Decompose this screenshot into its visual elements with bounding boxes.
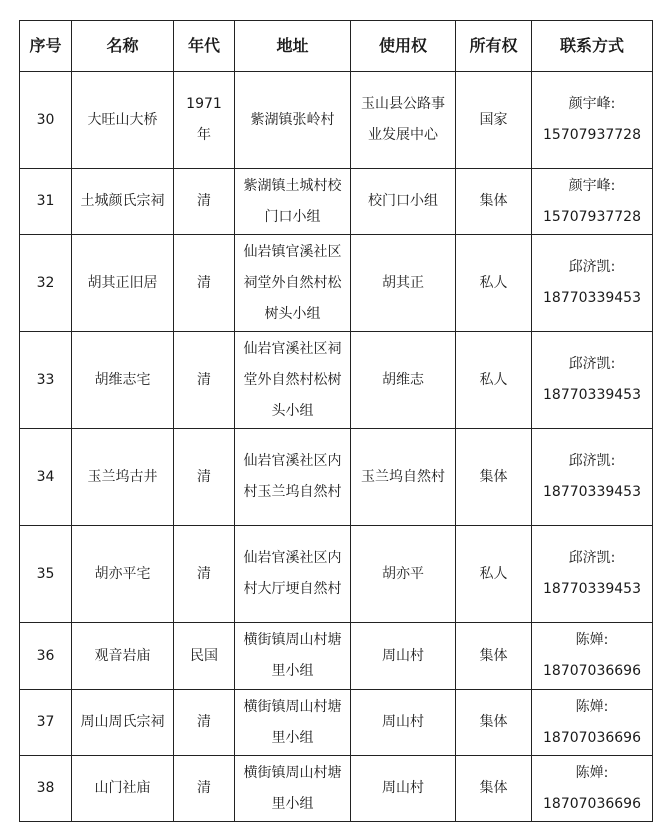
cell-ownership: 集体 [456, 169, 532, 235]
cell-contact [532, 169, 653, 235]
cell-contact [532, 756, 653, 822]
cell-use-right: 玉兰坞自然村 [351, 429, 456, 526]
cell-era: 清 [174, 526, 235, 623]
contact-phone: 18707036696 [543, 729, 641, 746]
cell-contact [532, 429, 653, 526]
cell-use-right: 胡亦平 [351, 526, 456, 623]
cell-address: 仙岩镇官溪社区祠堂外自然村松树头小组 [235, 235, 351, 332]
cell-use-right: 周山村 [351, 690, 456, 756]
contact-name: 陈婵: [575, 632, 609, 648]
cell-no: 33 [20, 332, 72, 429]
contact-phone: 18770339453 [543, 387, 641, 403]
table-row [20, 169, 653, 235]
cell-era: 清 [174, 429, 235, 526]
contact-phone: 18707036696 [543, 795, 641, 812]
cell-name: 大旺山大桥 [72, 72, 174, 169]
cell-address: 仙岩官溪社区内村大厅埂自然村 [235, 526, 351, 623]
header-cell-address: 地址 [235, 21, 351, 72]
cell-contact [532, 235, 653, 332]
contact-name: 陈婵: [575, 698, 609, 715]
cell-use-right: 校门口小组 [351, 169, 456, 235]
table-row [20, 756, 653, 822]
header-cell-contact: 联系方式 [532, 21, 653, 72]
table-row [20, 429, 653, 526]
contact-phone: 15707937728 [543, 208, 641, 225]
heritage-table [19, 20, 653, 822]
cell-address: 仙岩官溪社区内村玉兰坞自然村 [235, 429, 351, 526]
cell-no: 36 [20, 623, 72, 690]
table-row [20, 526, 653, 623]
cell-name: 胡其正旧居 [72, 235, 174, 332]
cell-era: 清 [174, 169, 235, 235]
cell-era: 民国 [174, 623, 235, 690]
contact-phone: 18707036696 [543, 663, 641, 679]
cell-era: 清 [174, 756, 235, 822]
cell-no: 32 [20, 235, 72, 332]
cell-ownership: 集体 [456, 756, 532, 822]
cell-era: 清 [174, 690, 235, 756]
table-row [20, 72, 653, 169]
cell-use-right: 玉山县公路事业发展中心 [351, 72, 456, 169]
cell-ownership: 集体 [456, 690, 532, 756]
header-cell-era: 年代 [174, 21, 235, 72]
cell-name: 胡亦平宅 [72, 526, 174, 623]
cell-era: 清 [174, 235, 235, 332]
cell-address: 紫湖镇张岭村 [235, 72, 351, 169]
cell-address: 横街镇周山村塘里小组 [235, 690, 351, 756]
cell-address: 紫湖镇土城村校门口小组 [235, 169, 351, 235]
contact-phone: 18770339453 [543, 484, 641, 500]
cell-contact [532, 690, 653, 756]
cell-use-right: 胡其正 [351, 235, 456, 332]
cell-address: 横街镇周山村塘里小组 [235, 756, 351, 822]
cell-name: 玉兰坞古井 [72, 429, 174, 526]
contact-name: 邱济凯: [568, 550, 616, 566]
cell-ownership: 国家 [456, 72, 532, 169]
cell-ownership: 集体 [456, 623, 532, 690]
cell-address: 仙岩官溪社区祠堂外自然村松树头小组 [235, 332, 351, 429]
contact-name: 邱济凯: [568, 356, 616, 372]
contact-name: 颜宇峰: [568, 177, 616, 194]
cell-ownership: 私人 [456, 235, 532, 332]
table-row [20, 332, 653, 429]
contact-phone: 15707937728 [543, 127, 641, 143]
cell-name: 胡维志宅 [72, 332, 174, 429]
cell-no: 34 [20, 429, 72, 526]
cell-name: 观音岩庙 [72, 623, 174, 690]
cell-no: 30 [20, 72, 72, 169]
cell-use-right: 周山村 [351, 623, 456, 690]
header-cell-name: 名称 [72, 21, 174, 72]
cell-contact [532, 332, 653, 429]
table-row [20, 690, 653, 756]
table-body [20, 72, 653, 822]
cell-ownership: 私人 [456, 526, 532, 623]
header-cell-ownership: 所有权 [456, 21, 532, 72]
contact-phone: 18770339453 [543, 290, 641, 306]
cell-use-right: 周山村 [351, 756, 456, 822]
table-row [20, 235, 653, 332]
cell-contact [532, 623, 653, 690]
contact-phone: 18770339453 [543, 581, 641, 597]
cell-name: 山门社庙 [72, 756, 174, 822]
contact-name: 邱济凯: [568, 453, 616, 469]
table-header [20, 21, 653, 72]
header-cell-use-right: 使用权 [351, 21, 456, 72]
table-row [20, 623, 653, 690]
cell-no: 37 [20, 690, 72, 756]
cell-no: 38 [20, 756, 72, 822]
cell-address: 横街镇周山村塘里小组 [235, 623, 351, 690]
cell-name: 土城颜氏宗祠 [72, 169, 174, 235]
contact-name: 颜宇峰: [568, 96, 616, 112]
cell-era: 1971 年 [174, 72, 235, 169]
cell-contact [532, 526, 653, 623]
cell-use-right: 胡维志 [351, 332, 456, 429]
contact-name: 陈婵: [575, 764, 609, 781]
header-row [20, 21, 653, 72]
header-cell-no: 序号 [20, 21, 72, 72]
contact-name: 邱济凯: [568, 259, 616, 275]
cell-era: 清 [174, 332, 235, 429]
cell-no: 35 [20, 526, 72, 623]
cell-ownership: 集体 [456, 429, 532, 526]
cell-contact [532, 72, 653, 169]
cell-name: 周山周氏宗祠 [72, 690, 174, 756]
cell-no: 31 [20, 169, 72, 235]
cell-ownership: 私人 [456, 332, 532, 429]
